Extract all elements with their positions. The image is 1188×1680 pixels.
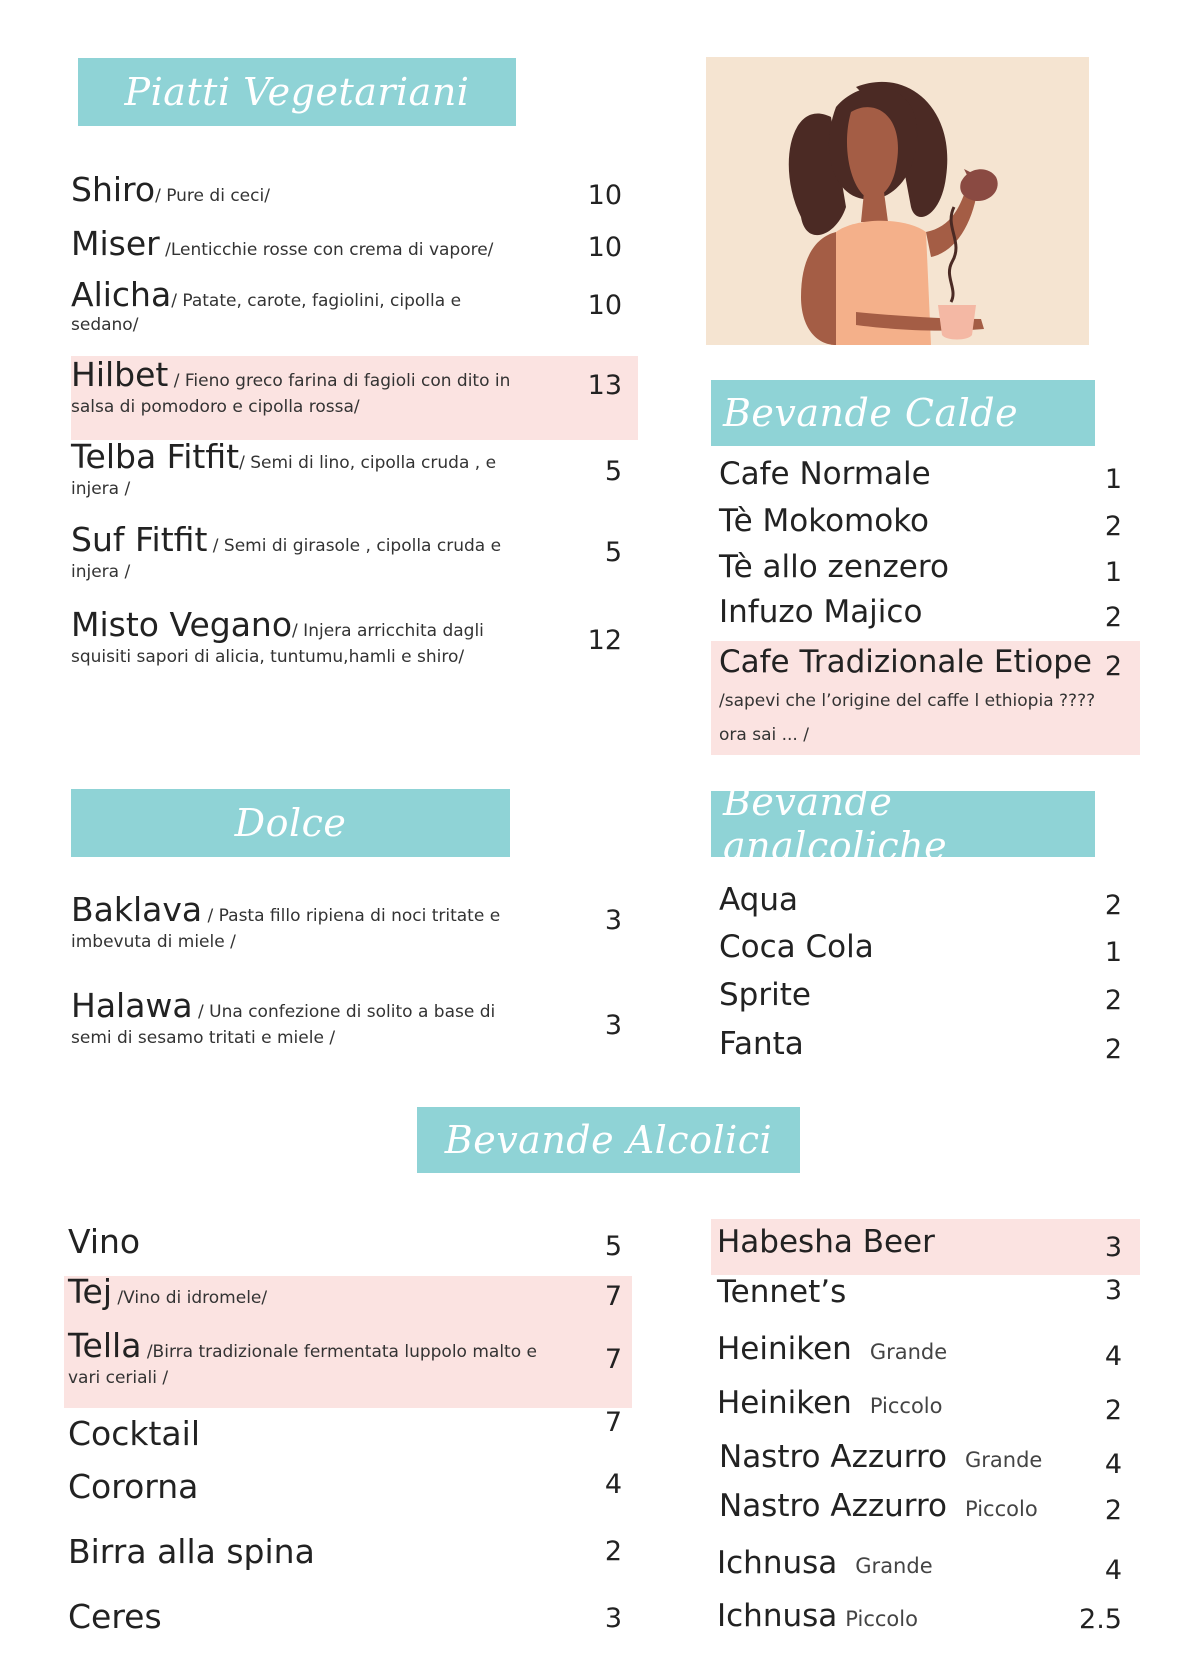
menu-item-misto-vegano xyxy=(71,605,521,670)
item-name: Birra alla spina xyxy=(68,1532,315,1571)
item-price: 7 xyxy=(604,1344,622,1375)
item-name: Fanta xyxy=(719,1026,804,1062)
menu-item-habesha-beer xyxy=(717,1224,935,1260)
item-price: 5 xyxy=(604,456,622,487)
menu-item-cororna xyxy=(68,1467,198,1506)
item-size: Piccolo xyxy=(965,1497,1038,1521)
item-name: Aqua xyxy=(719,882,798,918)
menu-item-ichnusa-grande xyxy=(717,1545,933,1581)
menu-item-ichnusa-piccolo xyxy=(717,1598,918,1634)
item-price: 4 xyxy=(1104,1341,1122,1372)
item-price: 2 xyxy=(1104,511,1122,542)
item-price: 1 xyxy=(1104,557,1122,588)
item-name: Tej xyxy=(68,1272,113,1311)
item-price: 2 xyxy=(1104,890,1122,921)
menu-item-hilbet xyxy=(71,355,541,420)
item-desc: / Injera arricchita dagli squisiti sapori di alicia, tuntumu,hamli e shiro/ xyxy=(71,621,484,667)
item-price: 5 xyxy=(604,1231,622,1262)
menu-item-vino xyxy=(68,1222,140,1261)
item-name: Tè Mokomoko xyxy=(719,503,930,539)
menu-item-coca-cola xyxy=(719,929,874,965)
item-price: 10 xyxy=(587,180,622,211)
item-name: Cafe Normale xyxy=(719,456,931,492)
menu-item-ceres xyxy=(68,1597,162,1636)
menu-item-tennets xyxy=(717,1274,846,1310)
item-name: Tè allo zenzero xyxy=(719,549,949,585)
item-price: 2 xyxy=(1104,651,1122,682)
header-bevande-calde xyxy=(711,380,1095,446)
menu-item-fanta xyxy=(719,1026,804,1062)
item-name: Cororna xyxy=(68,1467,199,1506)
item-desc: / Una confezione di solito a base di semi di sesamo tritati e miele / xyxy=(71,1002,496,1048)
menu-item-birra-alla-spina xyxy=(68,1532,315,1571)
header-bevande-alcolici xyxy=(417,1107,800,1173)
item-price: 2.5 xyxy=(1079,1604,1122,1635)
menu-item-cocktail xyxy=(68,1414,200,1453)
section-title: Bevande analcoliche xyxy=(723,780,948,868)
menu-item-telba-fitfit xyxy=(71,437,541,502)
menu-item-nastro-azzurro-piccolo xyxy=(719,1488,1038,1524)
item-price: 4 xyxy=(1104,1449,1122,1480)
item-size: Piccolo xyxy=(869,1394,943,1418)
item-price: 2 xyxy=(1104,985,1122,1016)
menu-item-sprite xyxy=(719,977,811,1013)
item-price: 7 xyxy=(604,1407,622,1438)
item-name: Vino xyxy=(68,1222,141,1261)
item-price: 2 xyxy=(604,1536,622,1567)
menu-item-baklava xyxy=(71,890,541,955)
item-desc: /Birra tradizionale fermentata luppolo malto e vari ceriali / xyxy=(68,1342,537,1388)
item-price: 5 xyxy=(604,537,622,568)
menu-item-tej xyxy=(68,1272,267,1311)
section-title: Bevande Alcolici xyxy=(444,1118,773,1162)
item-name: Sprite xyxy=(719,977,811,1013)
section-title: Dolce xyxy=(234,801,347,845)
item-price: 7 xyxy=(604,1281,622,1312)
header-bevande-analcoliche xyxy=(711,780,1095,868)
item-name: Habesha Beer xyxy=(717,1224,935,1260)
menu-item-halawa xyxy=(71,986,511,1051)
item-name: Tella xyxy=(68,1326,142,1365)
item-name: Ichnusa xyxy=(717,1598,838,1634)
item-price: 3 xyxy=(604,1603,622,1634)
menu-item-alicha xyxy=(71,275,501,337)
item-name: Alicha xyxy=(71,275,172,314)
menu-item-shiro xyxy=(71,170,591,209)
item-price: 12 xyxy=(587,625,622,656)
menu-item-suf-fitfit xyxy=(71,520,541,585)
section-title: Piatti Vegetariani xyxy=(124,70,470,114)
item-name: Nastro Azzurro xyxy=(719,1488,948,1524)
item-price: 3 xyxy=(604,1010,622,1041)
item-name: Nastro Azzurro xyxy=(719,1439,948,1475)
item-price: 3 xyxy=(1104,1275,1122,1306)
menu-item-heiniken-grande xyxy=(717,1331,947,1367)
item-size: Grande xyxy=(869,1340,948,1364)
menu-item-cafe-normale xyxy=(719,456,931,492)
item-name: Cocktail xyxy=(68,1414,200,1453)
item-price: 2 xyxy=(1104,602,1122,633)
item-price: 3 xyxy=(1104,1232,1122,1263)
item-name: Hilbet xyxy=(71,355,169,394)
item-name: Ceres xyxy=(68,1597,162,1636)
menu-item-te-zenzero xyxy=(719,549,949,585)
item-price: 2 xyxy=(1104,1395,1122,1426)
menu-item-cafe-tradizionale xyxy=(719,645,1099,752)
item-size: Piccolo xyxy=(845,1607,918,1631)
item-name: Miser xyxy=(71,224,160,263)
item-price: 4 xyxy=(604,1469,622,1500)
menu-item-miser xyxy=(71,224,591,263)
item-price: 13 xyxy=(587,370,622,401)
item-size: Grande xyxy=(855,1554,933,1578)
item-name: Misto Vegano xyxy=(71,605,293,644)
item-price: 2 xyxy=(1104,1495,1122,1526)
item-desc: /Lenticchie rosse con crema di vapore/ xyxy=(159,240,494,260)
item-price: 1 xyxy=(1104,464,1122,495)
item-name: Telba Fitfit xyxy=(71,437,240,476)
item-price: 1 xyxy=(1104,937,1122,968)
menu-item-heiniken-piccolo xyxy=(717,1385,943,1421)
item-price: 4 xyxy=(1104,1555,1122,1586)
item-name: Shiro xyxy=(71,170,156,209)
item-desc: / Pure di ceci/ xyxy=(155,186,270,206)
item-desc: / Semi di lino, cipolla cruda , e injera / xyxy=(71,453,497,499)
illustration-svg xyxy=(706,57,1089,345)
item-desc: / Fieno greco farina di fagioli con dito in salsa di pomodoro e cipolla rossa/ xyxy=(71,371,511,417)
menu-item-infuzo-majico xyxy=(719,594,922,630)
item-name: Ichnusa xyxy=(717,1545,838,1581)
item-name: Coca Cola xyxy=(719,929,874,965)
item-price: 10 xyxy=(587,290,622,321)
item-name: Infuzo Majico xyxy=(719,594,923,630)
item-name: Halawa xyxy=(71,986,193,1025)
item-price: 3 xyxy=(604,905,622,936)
item-price: 2 xyxy=(1104,1034,1122,1065)
item-desc: /sapevi che l’origine del caffe l ethiopia ???? ora sai ... / xyxy=(719,691,1096,745)
item-name: Cafe Tradizionale Etiope xyxy=(719,644,1092,680)
item-name: Suf Fitfit xyxy=(71,520,208,559)
item-desc: / Pasta fillo ripiena di noci tritate e imbevuta di miele / xyxy=(71,906,501,952)
woman-pouring-coffee-illustration xyxy=(706,57,1089,345)
menu-item-te-mokomoko xyxy=(719,503,929,539)
header-dolce xyxy=(71,789,510,857)
menu-item-tella xyxy=(68,1326,538,1391)
item-desc: /Vino di idromele/ xyxy=(112,1288,268,1308)
item-size: Grande xyxy=(965,1448,1043,1472)
item-desc: / Semi di girasole , cipolla cruda e injera / xyxy=(71,536,502,582)
item-name: Baklava xyxy=(71,890,203,929)
item-price: 10 xyxy=(587,232,622,263)
section-title: Bevande Calde xyxy=(723,391,1019,435)
item-name: Heiniken xyxy=(717,1331,852,1367)
item-desc: / Patate, carote, fagiolini, cipolla e sedano/ xyxy=(71,291,462,335)
item-name: Heiniken xyxy=(717,1385,852,1421)
menu-item-aqua xyxy=(719,882,798,918)
header-piatti-vegetariani xyxy=(78,58,516,126)
menu-item-nastro-azzurro-grande xyxy=(719,1439,1042,1475)
item-name: Tennet’s xyxy=(717,1274,847,1310)
